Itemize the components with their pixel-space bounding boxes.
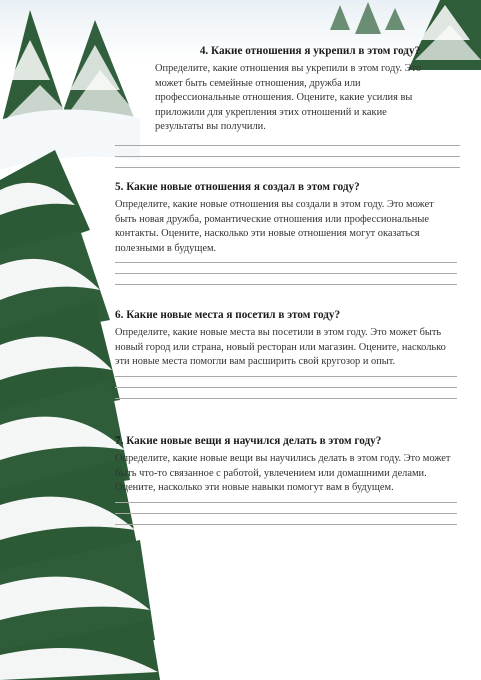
question-6-text: Определите, какие новые места вы посетили в этом году. Это может быть новый город или страна, новый ресторан или магазин. Оцените, насколько эти новые места помогли вам расширить свой кругозор и опыт. (115, 327, 446, 368)
question-5-title: 5. Какие новые отношения я создал в этом году? (115, 181, 360, 193)
answer-lines (115, 145, 460, 168)
question-6 (115, 308, 457, 409)
answer-line (115, 167, 460, 168)
answer-line (115, 387, 457, 388)
question-7-title: 7. Какие новые вещи я научился делать в этом году? (115, 435, 382, 447)
answer-line (115, 262, 457, 263)
question-7 (115, 434, 457, 535)
answer-lines (115, 376, 457, 399)
answer-line (115, 156, 460, 157)
question-6-title: 6. Какие новые места я посетил в этом году? (115, 309, 341, 321)
answer-line (115, 284, 457, 285)
question-5-text: Определите, какие новые отношения вы создали в этом году. Это может быть новая дружба, романтические отношения или профессиональные контакты. Оцените, насколько эти новые отношения могут оказаться полезными в будущем. (115, 199, 434, 254)
answer-line (115, 273, 457, 274)
answer-lines (115, 262, 457, 285)
question-5 (115, 180, 457, 295)
answer-line (115, 376, 457, 377)
answer-line (115, 513, 457, 514)
question-4-title: 4. Какие отношения я укрепил в этом году? (199, 45, 421, 57)
answer-line (115, 524, 457, 525)
answer-lines (115, 502, 457, 525)
answer-line (115, 145, 460, 146)
answer-line (115, 502, 457, 503)
question-4 (150, 44, 460, 178)
answer-line (115, 398, 457, 399)
question-7-text: Определите, какие новые вещи вы научились делать в этом году. Это может быть что-то связанное с работой, увлечением или домашними делами. Оцените, насколько эти новые навыки помогут вам в будущем. (115, 453, 451, 494)
question-4-text: Определите, какие отношения вы укрепили в этом году. Это может быть семейные отношения, дружба или профессиональные отношения. Оцените, какие усилия вы приложили для укрепления этих отношений и какие результаты вы получили. (155, 63, 422, 133)
